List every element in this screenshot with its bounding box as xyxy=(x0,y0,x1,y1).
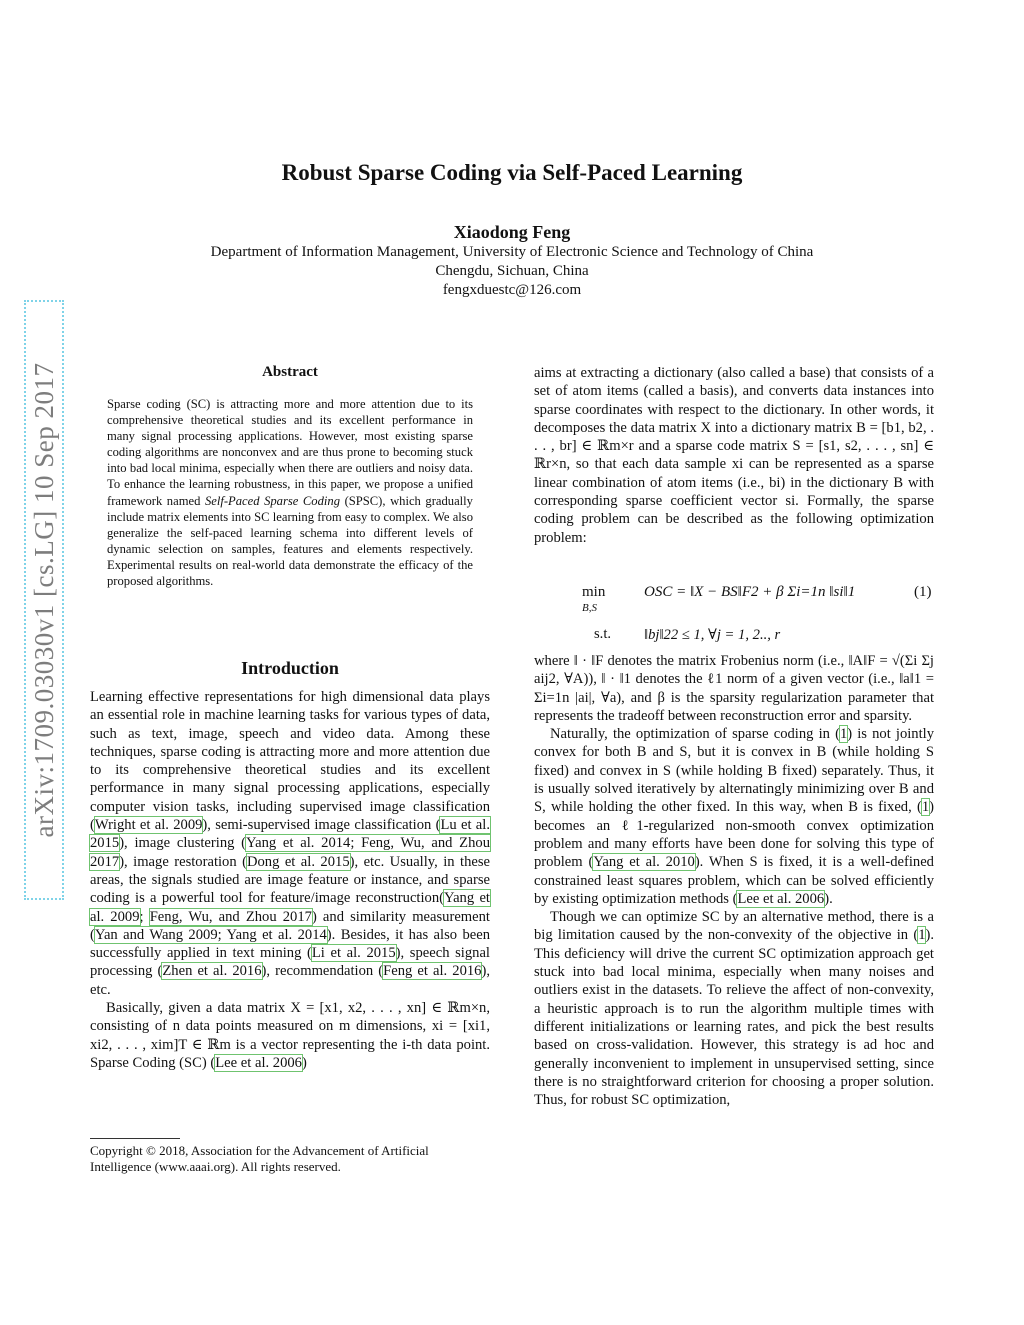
introduction-body xyxy=(90,688,490,1072)
right-paragraph-3: Naturally, the optimization of sparse coding in (1) is not jointly convex for both B and S, but it is convex in B (while holding S fixed) and convex in S (while holding B fixed) separately. Thus, it is usually solved iteratively by alternatingly minimizing over B and S, while holding the other fixed. In this way, when B is fixed, (1) becomes an ℓ1-regularized non-smooth convex optimization problem and many efforts have been done for solving this type of problem (Yang et al. 2010). When S is fixed, it is a well-defined constrained least squares problem, which can be solved efficiently by existing optimization methods (Lee et al. 2006). xyxy=(534,726,934,907)
st-label: s.t. xyxy=(594,626,612,642)
citation-link[interactable]: Yan and Wang 2009; Yang et al. 2014 xyxy=(94,926,327,943)
author-name: Xiaodong Feng xyxy=(453,222,571,242)
arxiv-stamp: arXiv:1709.03030v1 [cs.LG] 10 Sep 2017 xyxy=(24,300,64,900)
citation-link[interactable]: Yang et al. 2014; Feng, Wu, and Zhou 2017 xyxy=(90,835,490,870)
email: fengxduestc@126.com xyxy=(442,282,582,298)
footnote-rule xyxy=(90,1138,180,1139)
citation-link[interactable]: Lee et al. 2006 xyxy=(215,1054,302,1071)
st-body: ‖bj‖22 ≤ 1, ∀j = 1, 2.., r xyxy=(644,627,781,643)
equation-ref[interactable]: 1 xyxy=(921,799,930,816)
location: Chengdu, Sichuan, China xyxy=(435,263,589,279)
citation-link[interactable]: Feng et al. 2016 xyxy=(383,963,482,980)
introduction-heading: Introduction xyxy=(241,658,339,678)
eq-body: OSC = ‖X − BS‖F2 + β Σi=1n ‖si‖1 xyxy=(644,584,856,600)
citation-link[interactable]: Lee et al. 2006 xyxy=(737,890,825,907)
right-paragraph-4: Though we can optimize SC by an alternative method, there is a big limitation caused by the non-convexity of the objective in (1). This deficiency will drive the current SC optimization approach get stuck into bad local minima, especially when many noises and outliers exist in the datasets. To relieve the affect of non-convexity, a heuristic approach is to run the algorithm multiple times with different initializations or learning rates, and pick the best results based on cross-validation. However, this strategy is ad hoc and generally inconvenient to implement in unsupervised setting, since there is no straightforward criterion for choosing a proper solution. Thus, for robust SC optimization, xyxy=(534,909,934,1109)
framework-name: Self-Paced Sparse Coding xyxy=(204,493,340,508)
citation-link[interactable]: Yang et al. 2010 xyxy=(593,854,695,871)
right-paragraph-1: aims at extracting a dictionary (also called a base) that consists of a set of atom items (called a basis), and converts data instances into sparse coordinates with respect to the dictionary. In other words, it decomposes the data matrix X into a dictionary matrix B = [b1, b2, . . . , br] ∈ ℝm×r and a sparse code matrix S = [s1, s2, . . . , sn] ∈ ℝr×n, so that each data sample xi can be represented as a sparse linear combination of atom items (i.e., bi) in the dictionary B with corresponding sparse coefficient vector si. Formally, the sparse coding problem can be described as the following optimization problem: xyxy=(534,365,934,546)
right-body xyxy=(534,652,934,1109)
citation-link[interactable]: Wright et al. 2009 xyxy=(94,817,203,834)
paper-title: Robust Sparse Coding via Self-Paced Learning xyxy=(281,160,743,185)
equation-ref[interactable]: 1 xyxy=(839,726,848,743)
eq-min: min xyxy=(582,584,606,600)
copyright-footnote: Copyright © 2018, Association for the Advancement of Artificial Intelligence (www.aaai.org). All rights reserved. xyxy=(90,1143,429,1174)
intro-paragraph-1: Learning effective representations for high dimensional data plays an essential role in machine learning tasks for various types of data, such as text, image, speech and video data. Among these techniques, sparse coding is attracting more and more attention due to its comprehensive theoretical studies and its excellent performance in many signal processing applications, especially computer vision tasks, including supervised image classification (Wright et al. 2009), semi-supervised image classification (Lu et al. 2015), image clustering (Yang et al. 2014; Feng, Wu, and Zhou 2017), image restoration (Dong et al. 2015), etc. Usually, in these areas, the signals studied are image feature or instance, and sparse coding is a powerful tool for feature/image reconstruction(Yang et al. 2009; Feng, Wu, and Zhou 2017) and similarity measurement (Yan and Wang 2009; Yang et al. 2014). Besides, it has also been successfully applied in text mining (Li et al. 2015), speech signal processing (Zhen et al. 2016), recommendation (Feng et al. 2016), etc. xyxy=(90,689,490,998)
equation-ref[interactable]: 1 xyxy=(918,927,926,944)
affiliation: Department of Information Management, University of Electronic Science and Technology of China xyxy=(210,244,814,260)
citation-link[interactable]: Li et al. 2015 xyxy=(311,945,396,962)
citation-link[interactable]: Dong et al. 2015 xyxy=(246,853,350,870)
citation-link[interactable]: Lu et al. 2015 xyxy=(90,817,490,852)
intro-paragraph-2: Basically, given a data matrix X = [x1, x2, . . . , xn] ∈ ℝm×n, consisting of n data points measured on m dimensions, xi = [xi1, xi2, . . . , xim]T ∈ ℝm is a vector representing the i-th data point. Sparse Coding (SC) (Lee et al. 2006) xyxy=(90,1000,490,1071)
abstract-heading: Abstract xyxy=(262,364,318,380)
citation-link[interactable]: Zhen et al. 2016 xyxy=(162,963,262,980)
abstract-body: Sparse coding (SC) is attracting more and more attention due to its comprehensive theoretical studies and its excellent performance in many signal processing applications. However, most existing sparse coding algorithms are nonconvex and are thus prone to becoming stuck into bad local minima, especially when there are outliers and noisy data. To enhance the learning robustness, in this paper, we propose a unified framework named Self-Paced Sparse Coding (SPSC), which gradually include matrix elements into SC learning from easy to complex. We also generalize the self-paced learning schema into different levels of dynamic selection on samples, features and elements respectively. Experimental results on real-world data demonstrate the efficacy of the proposed algorithms. xyxy=(107,397,473,589)
right-paragraph-2: where ‖ · ‖F denotes the matrix Frobenius norm (i.e., ‖A‖F = √(Σi Σj aij2, ∀A)), ‖ · ‖1 denotes the ℓ1 norm of a given vector (i.e., ‖a‖1 = Σi=1n |ai|, ∀a), and β is the sparsity regularization parameter that represents the tradeoff between reconstruction error and sparsity. xyxy=(534,653,934,724)
eq-min-subscript: B,S xyxy=(582,602,597,614)
citation-link[interactable]: Yang et al. 2009 xyxy=(90,890,490,925)
eq-number: (1) xyxy=(914,584,932,600)
constraint xyxy=(534,626,934,646)
citation-link[interactable]: Feng, Wu, and Zhou 2017 xyxy=(149,908,312,925)
